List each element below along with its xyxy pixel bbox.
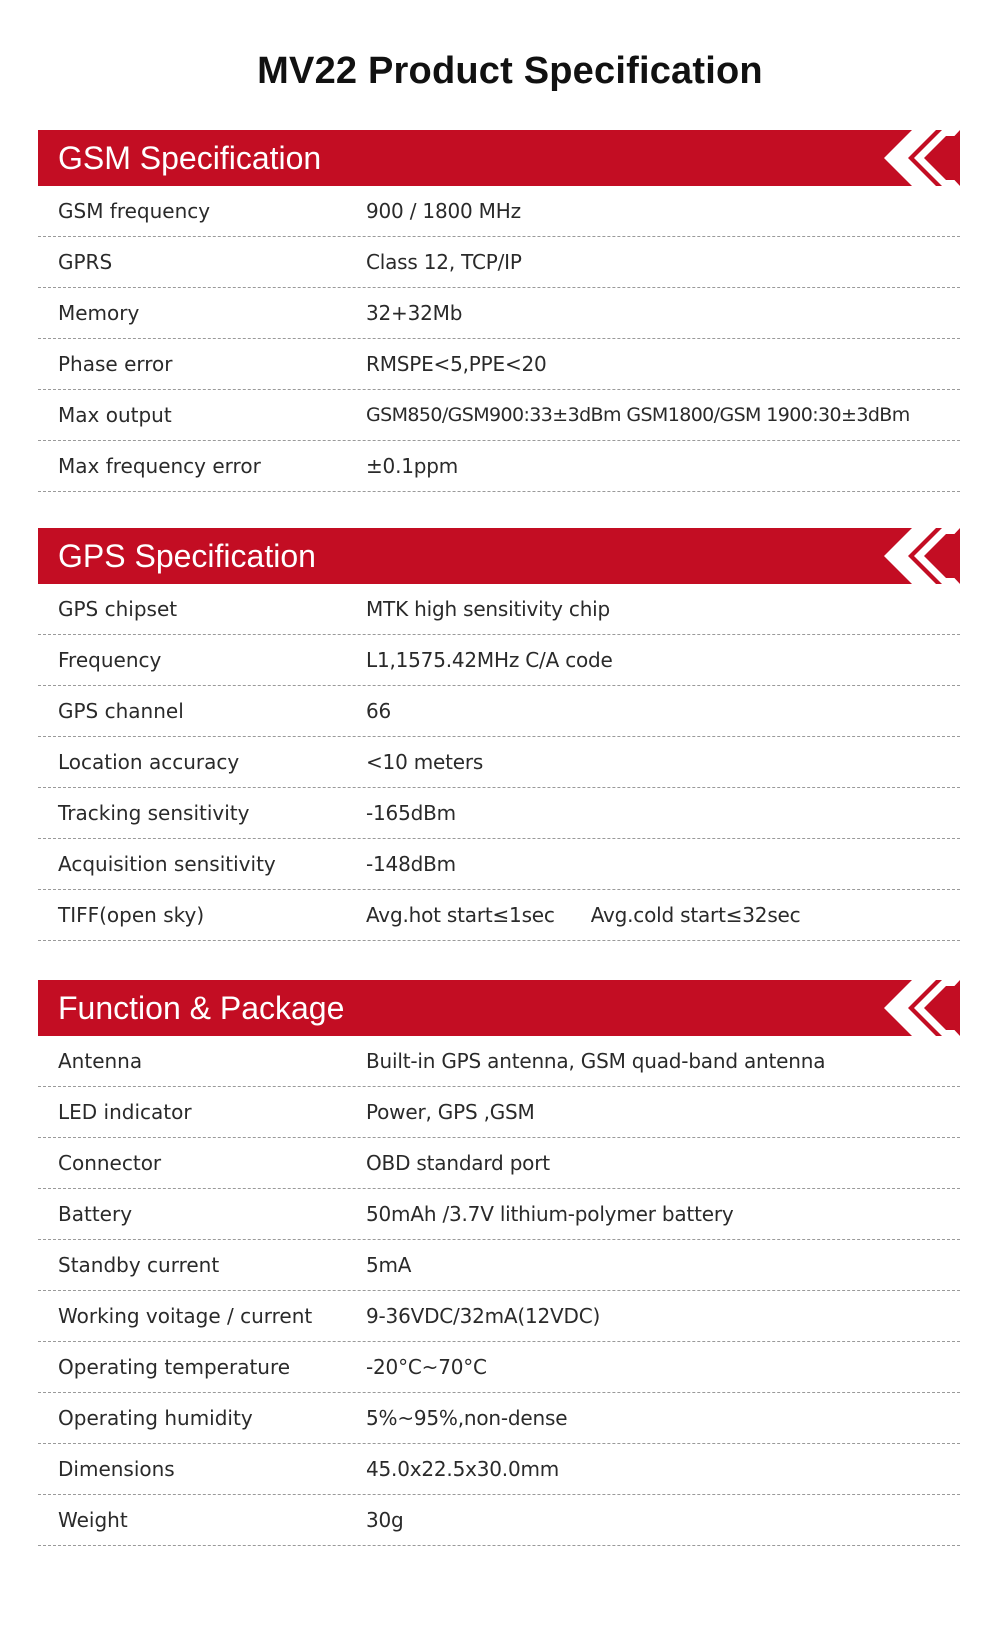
table-row xyxy=(38,1138,960,1189)
table-row xyxy=(38,1189,960,1240)
section-gps xyxy=(38,528,960,941)
table-row xyxy=(38,890,960,941)
table-row xyxy=(38,1393,960,1444)
row-label: Location accuracy xyxy=(58,750,240,774)
row-value: -20°C~70°C xyxy=(366,1355,487,1379)
double-chevron-left-icon xyxy=(850,528,960,584)
row-label: GPS channel xyxy=(58,699,184,723)
row-value: -165dBm xyxy=(366,801,456,825)
row-value: <10 meters xyxy=(366,750,484,774)
table-row xyxy=(38,737,960,788)
table-row xyxy=(38,441,960,492)
row-label: Standby current xyxy=(58,1253,220,1277)
section-header-gps xyxy=(38,528,960,584)
row-label: Connector xyxy=(58,1151,162,1175)
row-value: 9-36VDC/32mA(12VDC) xyxy=(366,1304,601,1328)
row-label: GPRS xyxy=(58,250,113,274)
row-value: MTK high sensitivity chip xyxy=(366,597,611,621)
row-label: Max frequency error xyxy=(58,454,261,478)
function-rows xyxy=(38,1036,960,1546)
row-label: GPS chipset xyxy=(58,597,178,621)
row-value: 5%~95%,non-dense xyxy=(366,1406,568,1430)
row-label: LED indicator xyxy=(58,1100,192,1124)
row-value: Built-in GPS antenna, GSM quad-band antenna xyxy=(366,1049,826,1073)
row-value xyxy=(366,390,910,440)
table-row xyxy=(38,1291,960,1342)
section-title-gsm: GSM Specification xyxy=(58,140,322,176)
table-row xyxy=(38,788,960,839)
row-value: OBD standard port xyxy=(366,1151,550,1175)
table-row xyxy=(38,339,960,390)
row-value-part: GSM850/GSM900:33±3dBm xyxy=(366,404,621,426)
row-label: Frequency xyxy=(58,648,162,672)
row-label: Memory xyxy=(58,301,140,325)
row-value: RMSPE<5,PPE<20 xyxy=(366,352,547,376)
row-value: L1,1575.42MHz C/A code xyxy=(366,648,613,672)
table-row xyxy=(38,584,960,635)
page-title: MV22 Product Specification xyxy=(257,50,763,92)
row-label: Weight xyxy=(58,1508,128,1532)
row-value-part: Avg.cold start≤32sec xyxy=(590,903,801,927)
double-chevron-left-icon xyxy=(850,980,960,1036)
row-value-part: GSM1800/GSM 1900:30±3dBm xyxy=(626,404,910,426)
table-row xyxy=(38,1240,960,1291)
row-label: Working voitage / current xyxy=(58,1304,313,1328)
double-chevron-left-icon xyxy=(850,130,960,186)
table-row xyxy=(38,390,960,441)
row-value: 50mAh /3.7V lithium-polymer battery xyxy=(366,1202,734,1226)
section-gsm xyxy=(38,130,960,492)
table-row xyxy=(38,686,960,737)
table-row xyxy=(38,1444,960,1495)
row-label: Battery xyxy=(58,1202,133,1226)
row-value: -148dBm xyxy=(366,852,456,876)
table-row xyxy=(38,237,960,288)
row-label: Dimensions xyxy=(58,1457,175,1481)
row-value: ±0.1ppm xyxy=(366,454,459,478)
row-label: Max output xyxy=(58,403,172,427)
row-label: Tracking sensitivity xyxy=(58,801,250,825)
gsm-rows xyxy=(38,186,960,492)
row-label: TIFF(open sky) xyxy=(58,903,205,927)
table-row xyxy=(38,288,960,339)
row-value: 32+32Mb xyxy=(366,301,463,325)
gps-rows xyxy=(38,584,960,941)
row-label: Antenna xyxy=(58,1049,143,1073)
section-title-gps: GPS Specification xyxy=(58,538,316,574)
row-label: Operating humidity xyxy=(58,1406,253,1430)
row-label: Phase error xyxy=(58,352,173,376)
section-function-package xyxy=(38,980,960,1546)
table-row xyxy=(38,839,960,890)
row-value: 66 xyxy=(366,699,392,723)
row-value: 900 / 1800 MHz xyxy=(366,199,521,223)
row-value: 30g xyxy=(366,1508,404,1532)
row-value-part: Avg.hot start≤1sec xyxy=(366,903,555,927)
row-label: Acquisition sensitivity xyxy=(58,852,276,876)
row-label: Operating temperature xyxy=(58,1355,291,1379)
row-value xyxy=(366,890,800,940)
table-row xyxy=(38,1036,960,1087)
section-title-function-package: Function & Package xyxy=(58,990,345,1026)
row-value: Class 12, TCP/IP xyxy=(366,250,522,274)
table-row xyxy=(38,1087,960,1138)
table-row xyxy=(38,635,960,686)
table-row xyxy=(38,1342,960,1393)
table-row xyxy=(38,186,960,237)
section-header-function-package xyxy=(38,980,960,1036)
row-value: Power, GPS ,GSM xyxy=(366,1100,535,1124)
table-row xyxy=(38,1495,960,1546)
row-value: 45.0x22.5x30.0mm xyxy=(366,1457,560,1481)
row-label: GSM frequency xyxy=(58,199,211,223)
row-value: 5mA xyxy=(366,1253,412,1277)
section-header-gsm xyxy=(38,130,960,186)
